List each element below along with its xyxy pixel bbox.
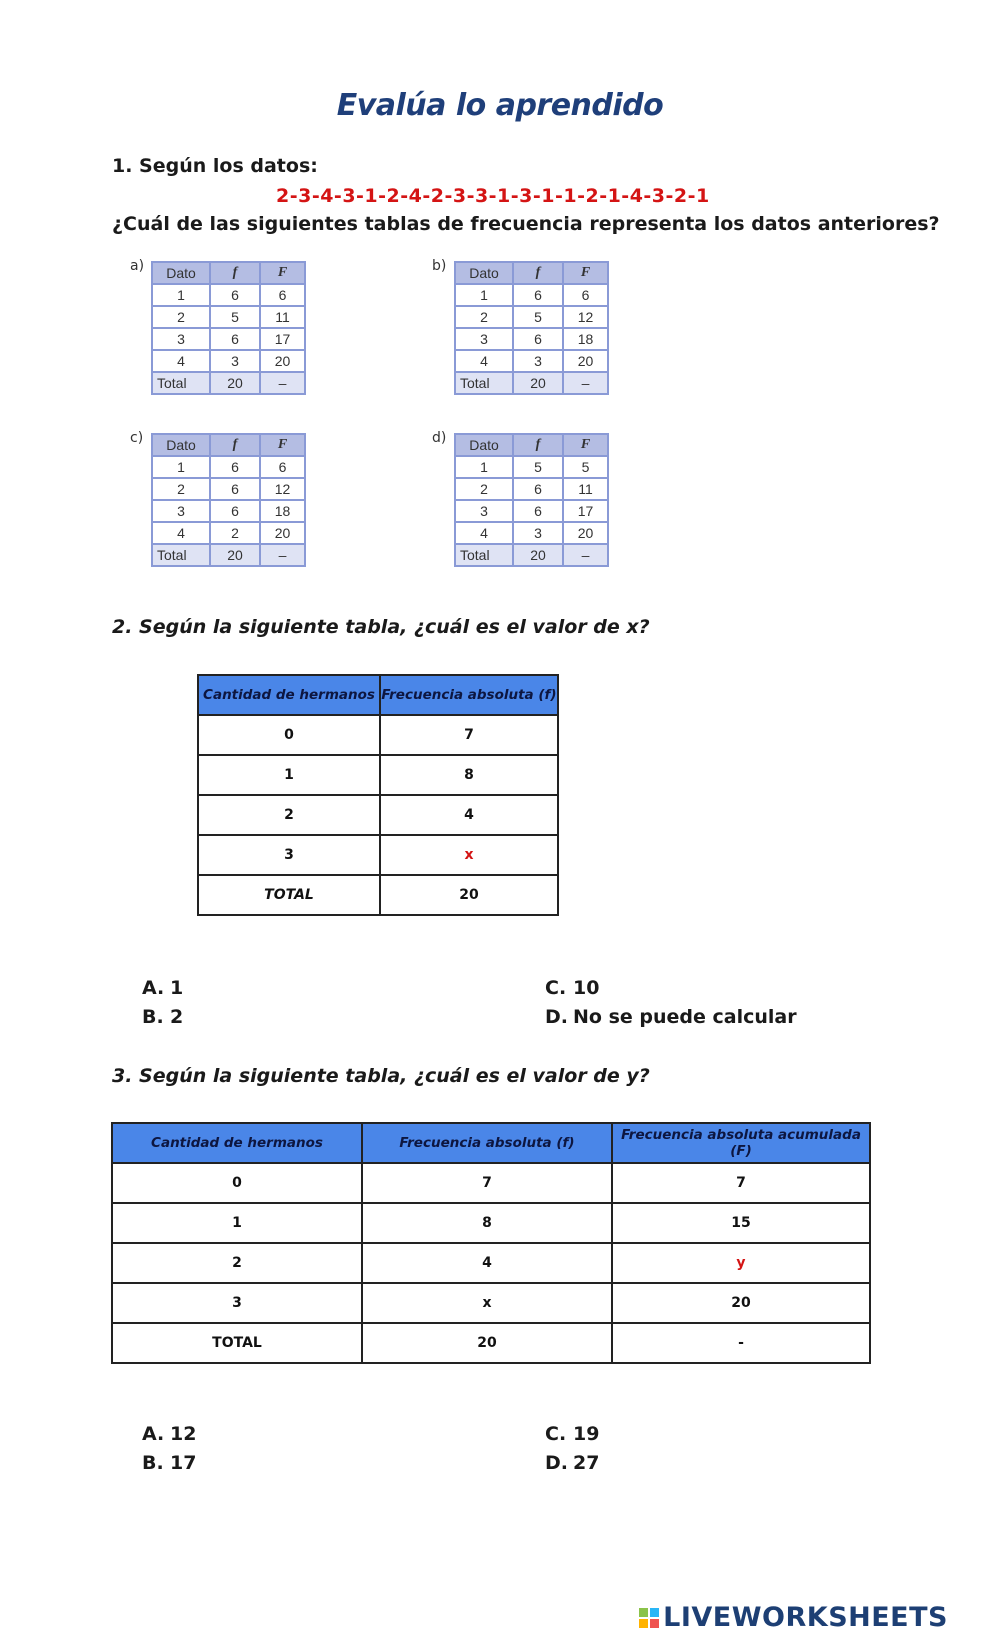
cell: 20 bbox=[260, 522, 305, 544]
option-a-table[interactable] bbox=[151, 261, 306, 395]
header-f: f bbox=[513, 434, 563, 456]
q3-header-cantidad: Cantidad de hermanos bbox=[112, 1123, 362, 1163]
cell: 6 bbox=[210, 328, 260, 350]
cell: 12 bbox=[260, 478, 305, 500]
q3-answer-b[interactable] bbox=[142, 1452, 196, 1474]
answer-letter: C. bbox=[545, 1423, 567, 1445]
answer-letter: A. bbox=[142, 977, 165, 999]
cell: 7 bbox=[362, 1163, 612, 1203]
cell: 3 bbox=[152, 328, 210, 350]
cell: 5 bbox=[563, 456, 608, 478]
header-F: F bbox=[260, 262, 305, 284]
cell: 1 bbox=[198, 755, 380, 795]
cell: 2 bbox=[152, 306, 210, 328]
q2-header-cantidad: Cantidad de hermanos bbox=[198, 675, 380, 715]
option-d-table[interactable] bbox=[454, 433, 609, 567]
q2-answer-c[interactable] bbox=[545, 977, 599, 999]
cell: 1 bbox=[152, 456, 210, 478]
q3-prompt: 3. Según la siguiente tabla, ¿cuál es el valor de y? bbox=[112, 1065, 650, 1087]
header-f: f bbox=[210, 434, 260, 456]
cell: 7 bbox=[380, 715, 558, 755]
cell: 20 bbox=[362, 1323, 612, 1363]
cell-total-label: TOTAL bbox=[112, 1323, 362, 1363]
cell: 5 bbox=[210, 306, 260, 328]
cell: 2 bbox=[198, 795, 380, 835]
cell: 2 bbox=[210, 522, 260, 544]
cell: 20 bbox=[210, 544, 260, 566]
cell: 8 bbox=[362, 1203, 612, 1243]
option-d-letter: d) bbox=[432, 430, 447, 446]
cell: 11 bbox=[563, 478, 608, 500]
cell: 6 bbox=[210, 284, 260, 306]
cell: 17 bbox=[563, 500, 608, 522]
option-a-letter: a) bbox=[130, 258, 145, 274]
cell: – bbox=[563, 544, 608, 566]
cell: 4 bbox=[362, 1243, 612, 1283]
cell: – bbox=[260, 544, 305, 566]
brand-name: LIVEWORKSHEETS bbox=[663, 1602, 948, 1633]
answer-text: 19 bbox=[573, 1423, 600, 1445]
cell: – bbox=[563, 372, 608, 394]
cell: 5 bbox=[513, 456, 563, 478]
answer-text: 17 bbox=[170, 1452, 197, 1474]
page-title: Evalúa lo aprendido bbox=[336, 88, 664, 123]
header-F: F bbox=[563, 434, 608, 456]
q1-prompt: 1. Según los datos: bbox=[112, 155, 318, 177]
option-c-table[interactable] bbox=[151, 433, 306, 567]
cell: 17 bbox=[260, 328, 305, 350]
q3-answer-d[interactable] bbox=[545, 1452, 599, 1474]
cell: 4 bbox=[380, 795, 558, 835]
q3-answer-a[interactable] bbox=[142, 1423, 196, 1445]
q2-answer-d[interactable] bbox=[545, 1006, 797, 1028]
answer-text: 2 bbox=[170, 1006, 184, 1028]
q3-header-acumulada: Frecuencia absoluta acumulada (F) bbox=[612, 1123, 870, 1163]
cell: – bbox=[260, 372, 305, 394]
q2-header-frecuencia: Frecuencia absoluta (f) bbox=[380, 675, 558, 715]
header-dato: Dato bbox=[152, 262, 210, 284]
cell: 20 bbox=[563, 350, 608, 372]
cell: 6 bbox=[260, 284, 305, 306]
cell: 18 bbox=[563, 328, 608, 350]
cell: 4 bbox=[455, 522, 513, 544]
cell: 7 bbox=[612, 1163, 870, 1203]
header-F: F bbox=[260, 434, 305, 456]
q3-table bbox=[111, 1122, 871, 1364]
cell: 2 bbox=[152, 478, 210, 500]
cell: 2 bbox=[455, 478, 513, 500]
cell: 1 bbox=[112, 1203, 362, 1243]
cell: 1 bbox=[455, 284, 513, 306]
header-f: f bbox=[210, 262, 260, 284]
q2-prompt: 2. Según la siguiente tabla, ¿cuál es el valor de x? bbox=[112, 616, 650, 638]
cell: 20 bbox=[260, 350, 305, 372]
cell: 20 bbox=[210, 372, 260, 394]
cell: 15 bbox=[612, 1203, 870, 1243]
cell: 4 bbox=[152, 350, 210, 372]
header-dato: Dato bbox=[455, 434, 513, 456]
cell: 6 bbox=[513, 328, 563, 350]
cell: 1 bbox=[152, 284, 210, 306]
cell: 3 bbox=[210, 350, 260, 372]
cell: 18 bbox=[260, 500, 305, 522]
header-F: F bbox=[563, 262, 608, 284]
answer-text: 10 bbox=[573, 977, 600, 999]
answer-text: 1 bbox=[170, 977, 184, 999]
cell: 6 bbox=[513, 284, 563, 306]
header-dato: Dato bbox=[152, 434, 210, 456]
cell: 20 bbox=[513, 544, 563, 566]
header-dato: Dato bbox=[455, 262, 513, 284]
cell: 2 bbox=[112, 1243, 362, 1283]
cell-unknown-y: y bbox=[612, 1243, 870, 1283]
cell: 20 bbox=[612, 1283, 870, 1323]
liveworksheets-icon bbox=[639, 1608, 659, 1628]
cell-total-label: Total bbox=[455, 544, 513, 566]
cell: 6 bbox=[513, 478, 563, 500]
answer-letter: B. bbox=[142, 1006, 164, 1028]
cell-total-label: Total bbox=[152, 372, 210, 394]
cell: 3 bbox=[152, 500, 210, 522]
cell: x bbox=[362, 1283, 612, 1323]
cell: 3 bbox=[455, 328, 513, 350]
cell-unknown-x: x bbox=[380, 835, 558, 875]
liveworksheets-logo bbox=[639, 1602, 948, 1633]
cell: 0 bbox=[198, 715, 380, 755]
answer-letter: B. bbox=[142, 1452, 164, 1474]
q1-question: ¿Cuál de las siguientes tablas de frecuencia representa los datos anteriores? bbox=[112, 213, 940, 235]
q2-answer-a[interactable] bbox=[142, 977, 183, 999]
option-b-table[interactable] bbox=[454, 261, 609, 395]
answer-text: 12 bbox=[170, 1423, 197, 1445]
option-c-letter: c) bbox=[130, 430, 144, 446]
q2-answer-b[interactable] bbox=[142, 1006, 183, 1028]
cell: 4 bbox=[455, 350, 513, 372]
cell: 11 bbox=[260, 306, 305, 328]
cell: 1 bbox=[455, 456, 513, 478]
cell: 20 bbox=[513, 372, 563, 394]
q2-table bbox=[197, 674, 559, 916]
option-b-letter: b) bbox=[432, 258, 447, 274]
cell: 6 bbox=[260, 456, 305, 478]
cell: 6 bbox=[513, 500, 563, 522]
cell: 3 bbox=[455, 500, 513, 522]
cell: 6 bbox=[210, 456, 260, 478]
q1-data-sequence: 2-3-4-3-1-2-4-2-3-3-1-3-1-1-2-1-4-3-2-1 bbox=[276, 185, 710, 207]
cell: 3 bbox=[513, 350, 563, 372]
cell: 0 bbox=[112, 1163, 362, 1203]
cell-total-label: Total bbox=[455, 372, 513, 394]
q3-header-frecuencia: Frecuencia absoluta (f) bbox=[362, 1123, 612, 1163]
cell: 3 bbox=[112, 1283, 362, 1323]
answer-text: No se puede calcular bbox=[573, 1006, 797, 1028]
cell-total-label: TOTAL bbox=[198, 875, 380, 915]
answer-letter: A. bbox=[142, 1423, 165, 1445]
cell: 12 bbox=[563, 306, 608, 328]
answer-letter: D. bbox=[545, 1006, 568, 1028]
cell: 2 bbox=[455, 306, 513, 328]
cell: 6 bbox=[210, 478, 260, 500]
answer-letter: C. bbox=[545, 977, 567, 999]
cell: 4 bbox=[152, 522, 210, 544]
answer-text: 27 bbox=[573, 1452, 600, 1474]
cell: 20 bbox=[563, 522, 608, 544]
cell: 3 bbox=[513, 522, 563, 544]
cell: 6 bbox=[210, 500, 260, 522]
answer-letter: D. bbox=[545, 1452, 568, 1474]
q3-answer-c[interactable] bbox=[545, 1423, 599, 1445]
cell: 5 bbox=[513, 306, 563, 328]
cell: 20 bbox=[380, 875, 558, 915]
cell: 3 bbox=[198, 835, 380, 875]
header-f: f bbox=[513, 262, 563, 284]
cell: 6 bbox=[563, 284, 608, 306]
cell: - bbox=[612, 1323, 870, 1363]
cell: 8 bbox=[380, 755, 558, 795]
cell-total-label: Total bbox=[152, 544, 210, 566]
